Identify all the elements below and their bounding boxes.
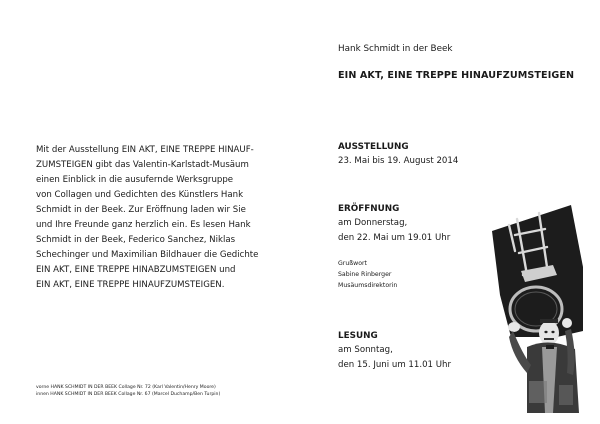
- intro-text: [36, 143, 282, 293]
- section-line: am Donnerstag,: [338, 218, 408, 228]
- intro-line: Schmidt in der Beek, Federico Sanchez, Niklas: [36, 235, 236, 245]
- image-credits: [36, 384, 296, 399]
- artist-name: Hank Schmidt in der Beek: [338, 44, 453, 54]
- intro-line: von Collagen und Gedichten des Künstlers Hank: [36, 190, 244, 200]
- intro-line: Schechinger und Maximilian Bildhauer die Gedichte: [36, 250, 259, 260]
- exhibition-title: EIN AKT, EINE TREPPE HINAUFZUMSTEIGEN: [338, 70, 575, 81]
- intro-line: und Ihre Freunde ganz herzlich ein. Es lesen Hank: [36, 220, 251, 230]
- intro-line: einen Einblick in die ausufernde Werksgruppe: [36, 175, 234, 185]
- collage-image: [487, 205, 583, 413]
- section-eroeffnung: [338, 203, 450, 245]
- section-heading: ERÖFFNUNG: [338, 204, 400, 214]
- section-heading: AUSSTELLUNG: [338, 142, 409, 152]
- section-heading: LESUNG: [338, 331, 378, 341]
- intro-line: ZUMSTEIGEN gibt das Valentin-Karlstadt-Musäum: [36, 160, 249, 170]
- section-line: Grußwort: [338, 260, 367, 267]
- section-line: Musäumsdirektorin: [338, 282, 398, 290]
- section-line: 23. Mai bis 19. August 2014: [338, 156, 459, 166]
- section-ausstellung: [338, 141, 458, 169]
- section-line: am Sonntag,: [338, 345, 393, 355]
- section-grusswort: [338, 258, 397, 292]
- intro-line: EIN AKT, EINE TREPPE HINAUFZUMSTEIGEN.: [36, 280, 225, 290]
- intro-line: Mit der Ausstellung EIN AKT, EINE TREPPE HINAUF-: [36, 145, 254, 155]
- section-lesung: [338, 330, 451, 372]
- intro-line: Schmidt in der Beek. Zur Eröffnung laden wir Sie: [36, 205, 246, 215]
- section-line: den 22. Mai um 19.01 Uhr: [338, 232, 451, 243]
- intro-line: EIN AKT, EINE TREPPE HINABZUMSTEIGEN und: [36, 265, 236, 275]
- credit-front: vorne HANK SCHMIDT IN DER BEEK Collage Nr. 72 (Karl Valentin/Henry Moore): [36, 385, 216, 390]
- section-line: Sabine Rinberger: [338, 271, 392, 279]
- section-line: den 15. Juni um 11.01 Uhr: [338, 359, 452, 370]
- credit-inside: innen HANK SCHMIDT IN DER BEEK Collage Nr. 67 (Marcel Duchamp/Ben Turpin): [36, 392, 221, 398]
